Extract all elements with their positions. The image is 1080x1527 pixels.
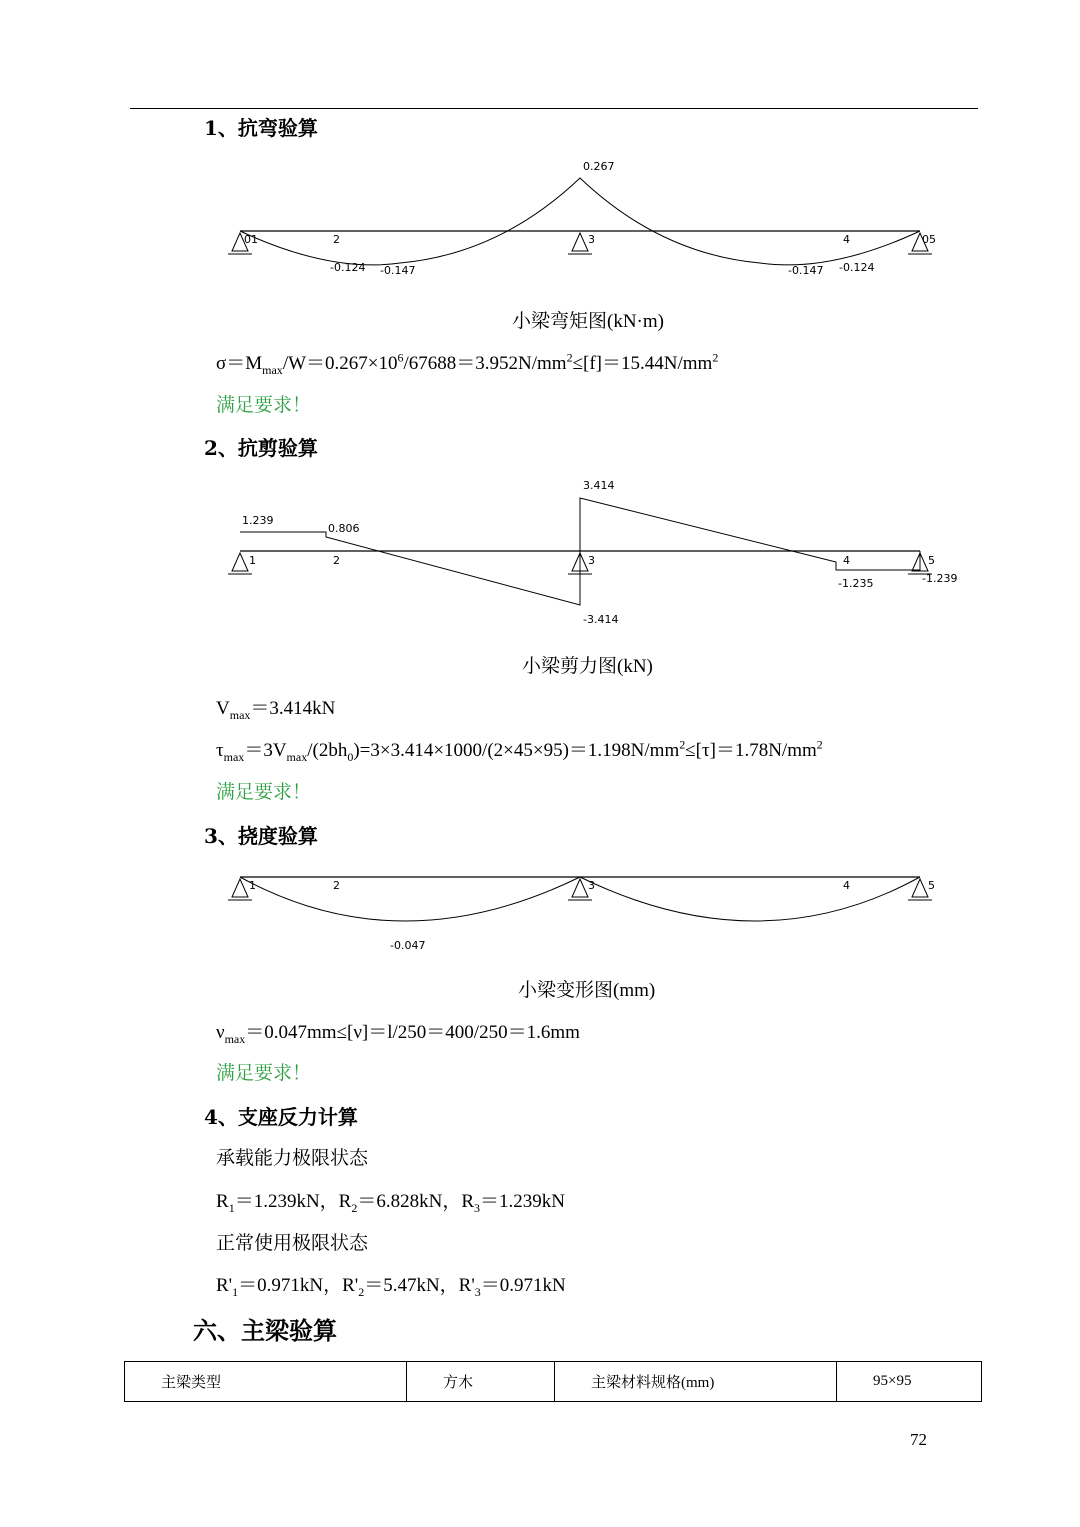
node-label: 2 bbox=[333, 879, 340, 892]
shear-label: -3.414 bbox=[583, 613, 619, 626]
section-title-main-beam: 六、主梁验算 bbox=[193, 1316, 337, 1345]
limit-state-service: 正常使用极限状态 bbox=[216, 1233, 369, 1254]
shear-diagram bbox=[0, 470, 1080, 630]
node-label: 5 bbox=[928, 554, 935, 567]
table-cell: 95×95 bbox=[837, 1362, 982, 1402]
table-row bbox=[125, 1362, 982, 1402]
node-label: 3 bbox=[588, 554, 595, 567]
deflection-diagram bbox=[0, 860, 1080, 960]
moment-label: -0.147 bbox=[788, 264, 824, 277]
formula-deflection: $\nu_{max}=0.047mm\le[\nu]=l/250=400/250=1.6mm$ bbox=[216, 1022, 580, 1046]
ok-text: 满足要求！ bbox=[216, 782, 312, 803]
table-cell: 方木 bbox=[407, 1362, 555, 1402]
caption-deflection: 小梁变形图(mm) bbox=[518, 980, 656, 1001]
moment-label: -0.147 bbox=[380, 264, 416, 277]
shear-label: -1.239 bbox=[922, 572, 958, 585]
shear-label: 0.806 bbox=[328, 522, 360, 535]
moment-label: -0.124 bbox=[839, 261, 875, 274]
moment-label: -0.124 bbox=[330, 261, 366, 274]
shear-label: -1.235 bbox=[838, 577, 874, 590]
node-label: 2 bbox=[333, 233, 340, 246]
node-label: 01 bbox=[244, 233, 258, 246]
node-label: 4 bbox=[843, 879, 850, 892]
caption-shear: 小梁剪力图(kN) bbox=[522, 656, 653, 677]
moment-peak-label: 0.267 bbox=[583, 160, 615, 173]
section-title-deflection: 3、挠度验算 bbox=[204, 824, 318, 848]
node-label: 05 bbox=[922, 233, 936, 246]
node-label: 4 bbox=[843, 554, 850, 567]
header-rule bbox=[130, 108, 978, 109]
node-label: 2 bbox=[333, 554, 340, 567]
section-title-shear: 2、抗剪验算 bbox=[204, 436, 318, 460]
formula-bending: $\sigma=M_{max}/W=0.267\times 10^6/67688=3.952N/mm^2\le[f]=15.44N/mm^2$ bbox=[216, 350, 719, 377]
caption-moment: 小梁弯矩图(kN·m) bbox=[512, 311, 664, 332]
shear-label: 3.414 bbox=[583, 479, 615, 492]
table-cell: 主梁类型 bbox=[125, 1362, 407, 1402]
node-label: 5 bbox=[928, 879, 935, 892]
node-label: 4 bbox=[843, 233, 850, 246]
table-cell: 主梁材料规格(mm) bbox=[555, 1362, 837, 1402]
node-label: 1 bbox=[249, 879, 256, 892]
limit-state-ultimate: 承载能力极限状态 bbox=[216, 1148, 369, 1169]
section-title-bending: 1、抗弯验算 bbox=[204, 116, 318, 140]
reactions-service: $R'_1=0.971kN$，$R'_2=5.47kN$，$R'_3=0.971kN$ bbox=[216, 1275, 566, 1299]
page-number: 72 bbox=[910, 1430, 927, 1449]
main-beam-table bbox=[124, 1361, 982, 1402]
node-label: 3 bbox=[588, 879, 595, 892]
formula-vmax: $V_{max}=3.414kN$ bbox=[216, 698, 336, 722]
reactions-ultimate: $R_1=1.239kN$，$R_2=6.828kN$，$R_3=1.239kN$ bbox=[216, 1191, 565, 1215]
ok-text: 满足要求！ bbox=[216, 395, 312, 416]
ok-text: 满足要求！ bbox=[216, 1063, 312, 1084]
section-title-reactions: 4、支座反力计算 bbox=[204, 1105, 358, 1129]
shear-label: 1.239 bbox=[242, 514, 274, 527]
node-label: 1 bbox=[249, 554, 256, 567]
node-label: 3 bbox=[588, 233, 595, 246]
formula-tau: $\tau_{max}=3V_{max}/(2bh_0)=3\times 3.414\times 1000/(2\times 45\times 95)=1.198N/mm^2\le[\tau]=1.78N/mm^2$ bbox=[216, 737, 823, 764]
deflection-label: -0.047 bbox=[390, 939, 426, 952]
moment-diagram bbox=[0, 150, 1080, 290]
